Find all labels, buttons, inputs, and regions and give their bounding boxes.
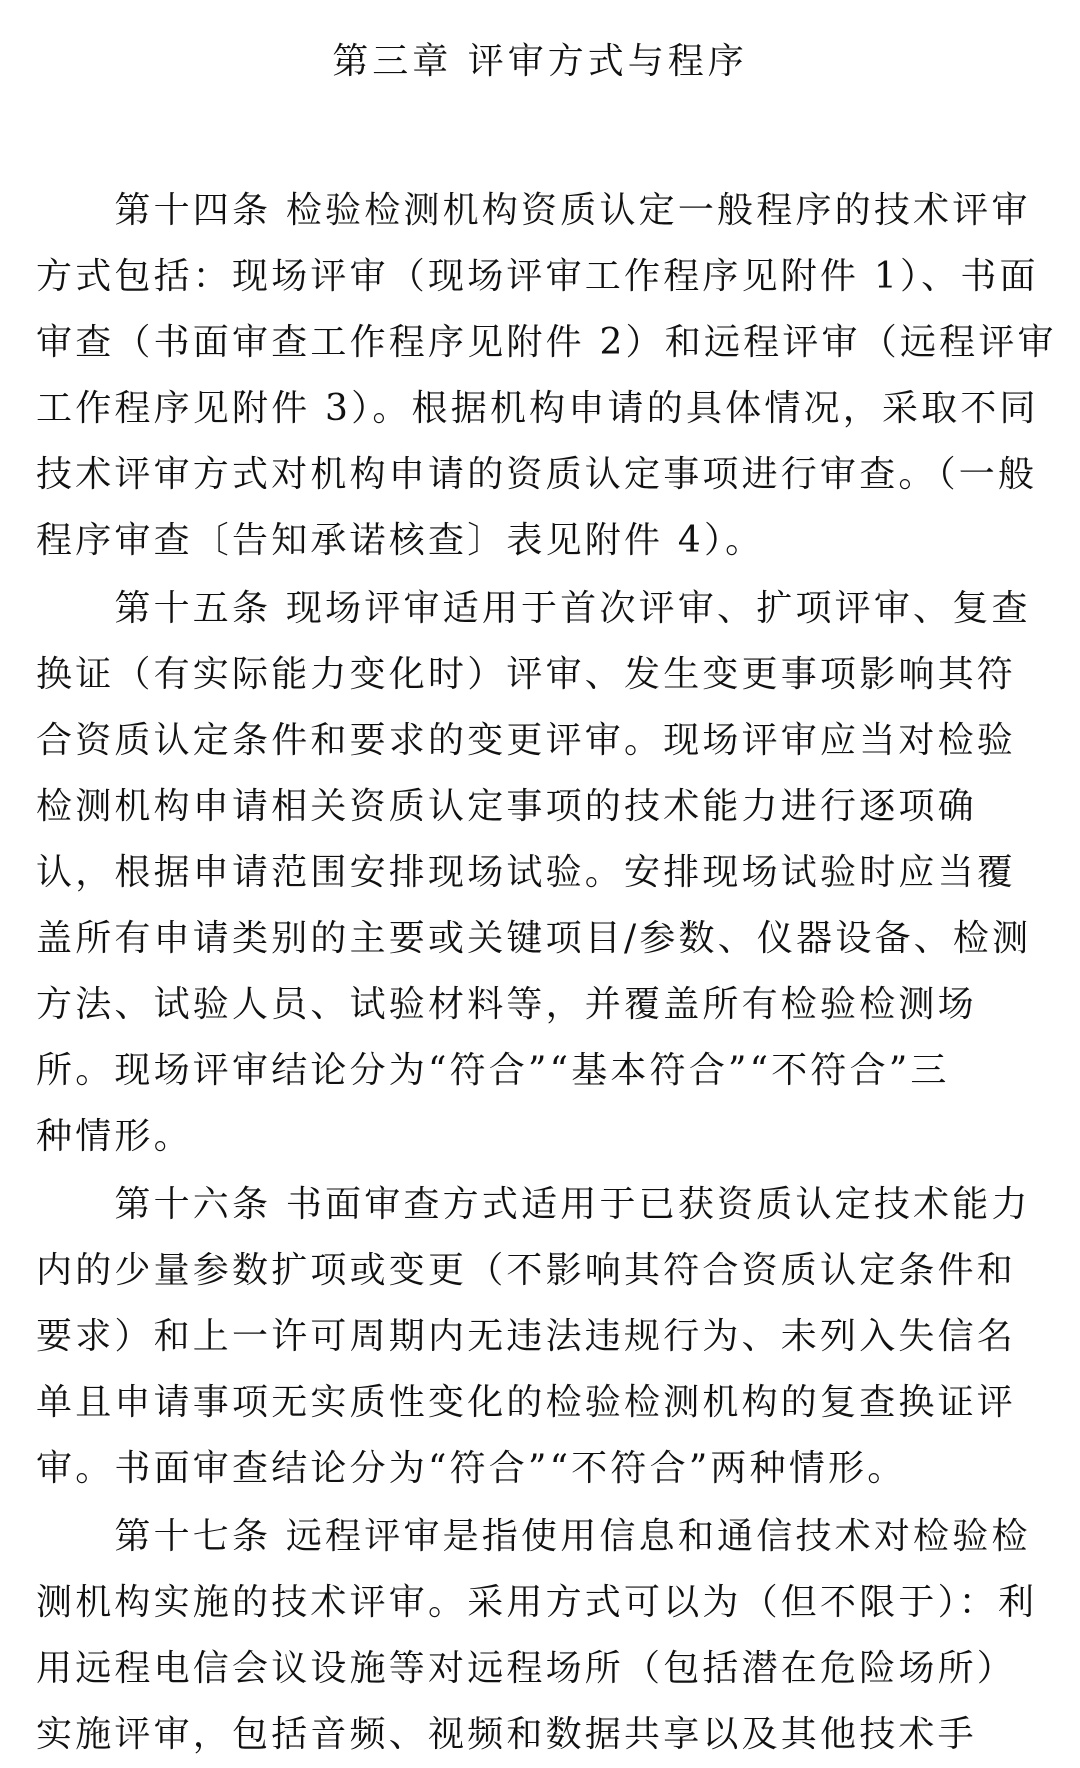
text-line: 审。书面审查结论分为“符合”“不符合”两种情形。 <box>36 1448 907 1489</box>
article-16 <box>36 1172 1044 1502</box>
text-line: 所。现场评审结论分为“符合”“基本符合”“不符合”三 <box>36 1050 950 1091</box>
body-text <box>36 178 1057 1768</box>
text-line: 认，根据申请范围安排现场试验。安排现场试验时应当覆 <box>36 852 1017 893</box>
article-17 <box>36 1504 1044 1768</box>
text-line: 实施评审，包括音频、视频和数据共享以及其他技术手 <box>36 1714 977 1755</box>
text-line: 单且申请事项无实质性变化的检验检测机构的复查换证评 <box>36 1382 1017 1423</box>
text-line: 程序审查〔告知承诺核查〕表见附件 4）。 <box>36 520 765 561</box>
chapter-title: 第三章 评审方式与程序 <box>332 41 748 82</box>
text-line: 换证（有实际能力变化时）评审、发生变更事项影响其符 <box>36 654 1017 695</box>
text-line: 工作程序见附件 3）。根据机构申请的具体情况，采取不同 <box>36 388 1039 429</box>
article-14 <box>36 178 1057 574</box>
text-line: 测机构实施的技术评审。采用方式可以为（但不限于）：利 <box>36 1582 1038 1623</box>
text-line: 种情形。 <box>36 1116 193 1157</box>
text-line: 方法、试验人员、试验材料等，并覆盖所有检验检测场 <box>36 984 977 1025</box>
text-line: 审查（书面审查工作程序见附件 2）和远程评审（远程评审 <box>36 322 1057 363</box>
article-15 <box>36 576 1044 1170</box>
text-line: 第十五条 现场评审适用于首次评审、扩项评审、复查 <box>36 588 1031 629</box>
text-line: 第十七条 远程评审是指使用信息和通信技术对检验检 <box>36 1516 1031 1557</box>
text-line: 要求）和上一许可周期内无违法违规行为、未列入失信名 <box>36 1316 1017 1357</box>
text-line: 第十六条 书面审查方式适用于已获资质认定技术能力 <box>36 1184 1031 1225</box>
text-line: 盖所有申请类别的主要或关键项目/参数、仪器设备、检测 <box>36 918 1032 959</box>
text-line: 检测机构申请相关资质认定事项的技术能力进行逐项确 <box>36 786 977 827</box>
text-line: 合资质认定条件和要求的变更评审。现场评审应当对检验 <box>36 720 1017 761</box>
text-line: 方式包括：现场评审（现场评审工作程序见附件 1）、书面 <box>36 256 1039 297</box>
text-line: 内的少量参数扩项或变更（不影响其符合资质认定条件和 <box>36 1250 1017 1291</box>
text-line: 技术评审方式对机构申请的资质认定事项进行审查。（一般 <box>36 454 1038 495</box>
text-line: 用远程电信会议设施等对远程场所（包括潜在危险场所） <box>36 1648 1017 1689</box>
text-line: 第十四条 检验检测机构资质认定一般程序的技术评审 <box>36 190 1031 231</box>
